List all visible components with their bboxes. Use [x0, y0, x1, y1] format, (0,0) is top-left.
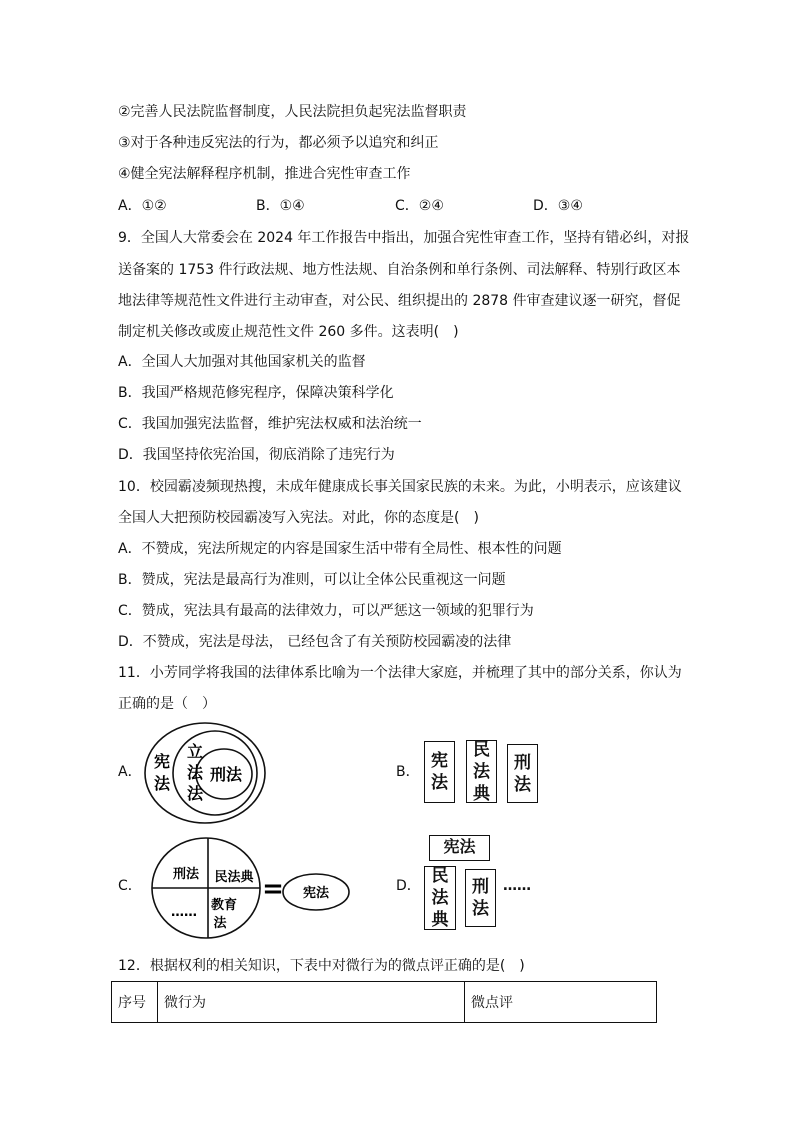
middle-text-2: 法 — [186, 763, 204, 782]
quadrant-education-1: 教育 — [210, 898, 238, 913]
outer-circle — [145, 723, 265, 823]
q8-option-a[interactable]: A．①② — [118, 198, 167, 214]
q9-option-d[interactable]: D．我国坚持依宪治国，彻底消除了违宪行为 — [118, 447, 395, 463]
inner-text: 刑法 — [209, 765, 243, 784]
q11-d-box-criminal-law — [465, 869, 496, 927]
char: 法 — [431, 888, 449, 908]
char: 刑 — [472, 877, 489, 897]
header-comment: 微点评 — [465, 982, 657, 1023]
q11-option-a-label[interactable]: A． — [118, 764, 142, 780]
quadrant-more: …… — [171, 905, 197, 920]
q9-option-c[interactable]: C．我国加强宪法监督，维护宪法权威和法治统一 — [118, 416, 422, 432]
outer-text-2: 法 — [153, 774, 171, 793]
char: 法 — [431, 773, 448, 793]
q11-option-a-diagram — [140, 720, 270, 826]
q10-stem-line-2: 全国人大把预防校园霸凌写入宪法。对此，你的态度是( ) — [118, 510, 479, 526]
char: 典 — [473, 783, 490, 804]
q8-statement-4: ④健全宪法解释程序机制，推进合宪性审查工作 — [118, 166, 411, 182]
q11-d-box-civil-code — [424, 866, 456, 930]
q11-option-d-label[interactable]: D． — [396, 878, 421, 894]
quadrant-criminal: 刑法 — [172, 867, 200, 882]
q11-stem-line-2: 正确的是（ ） — [118, 696, 216, 712]
quadrant-education-2: 法 — [213, 916, 227, 931]
equals-sign: = — [262, 874, 284, 904]
header-index: 序号 — [112, 982, 158, 1023]
middle-text-1: 立 — [186, 742, 204, 761]
q10-stem-line-1: 10．校园霸凌频现热搜，未成年健康成长事关国家民族的未来。为此，小明表示，应该建议 — [118, 479, 682, 495]
q10-option-c[interactable]: C．赞成，宪法具有最高的法律效力，可以严惩这一领域的犯罪行为 — [118, 603, 534, 619]
char: 典 — [431, 910, 449, 930]
q11-b-box-criminal-law — [507, 744, 538, 803]
table-header-row — [112, 982, 657, 1023]
q11-option-c-label[interactable]: C． — [118, 878, 142, 894]
middle-text-3: 法 — [186, 784, 204, 803]
q10-option-d[interactable]: D．不赞成，宪法是母法， 已经包含了有关预防校园霸凌的法律 — [118, 634, 512, 650]
char: 法 — [514, 774, 531, 795]
q11-d-box-constitution: 宪法 — [429, 835, 490, 861]
char: 法 — [473, 761, 490, 782]
ellipse-text: 宪法 — [302, 886, 330, 901]
q9-option-a[interactable]: A．全国人大加强对其他国家机关的监督 — [118, 354, 366, 370]
header-behavior: 微行为 — [158, 982, 465, 1023]
q8-option-c[interactable]: C．②④ — [395, 198, 444, 214]
q10-option-b[interactable]: B．赞成，宪法是最高行为准则，可以让全体公民重视这一问题 — [118, 572, 506, 588]
char: 法 — [472, 899, 489, 919]
q11-b-box-constitution — [424, 741, 455, 803]
q12-stem: 12．根据权利的相关知识，下表中对微行为的微点评正确的是( ) — [118, 958, 525, 974]
char: 民 — [473, 739, 490, 760]
q11-stem-line-1: 11．小芳同学将我国的法律体系比喻为一个法律大家庭，并梳理了其中的部分关系，你认为 — [118, 665, 682, 681]
q11-option-b-label[interactable]: B． — [396, 764, 420, 780]
char: 民 — [431, 866, 449, 886]
outer-text-1: 宪 — [153, 752, 171, 771]
q10-option-a[interactable]: A．不赞成，宪法所规定的内容是国家生活中带有全局性、根本性的问题 — [118, 541, 562, 557]
q11-b-box-civil-code — [466, 740, 497, 803]
q12-table — [111, 981, 657, 1023]
q8-option-b[interactable]: B．①④ — [256, 198, 305, 214]
char: 刑 — [514, 752, 531, 773]
q8-option-d[interactable]: D．③④ — [533, 198, 583, 214]
q8-statement-3: ③对于各种违反宪法的行为，都必须予以追究和纠正 — [118, 135, 439, 151]
q9-stem-line-1: 9．全国人大常委会在 2024 年工作报告中指出，加强合宪性审查工作，坚持有错必纠，对报 — [118, 230, 690, 246]
q9-option-b[interactable]: B．我国严格规范修宪程序，保障决策科学化 — [118, 385, 394, 401]
q8-statement-2: ②完善人民法院监督制度，人民法院担负起宪法监督职责 — [118, 104, 467, 120]
q9-stem-line-3: 地法律等规范性文件进行主动审查，对公民、组织提出的 2878 件审查建议逐一研究，督促 — [118, 293, 681, 309]
char: 宪 — [431, 751, 448, 771]
q11-option-c-diagram — [150, 836, 356, 942]
q9-stem-line-2: 送备案的 1753 件行政法规、地方性法规、自治条例和单行条例、司法解释、特别行政区本 — [118, 262, 681, 278]
q9-stem-line-4: 制定机关修改或废止规范性文件 260 多件。这表明( ) — [118, 324, 459, 340]
quadrant-civil: 民法典 — [214, 870, 254, 885]
q11-d-ellipsis: …… — [503, 878, 531, 894]
